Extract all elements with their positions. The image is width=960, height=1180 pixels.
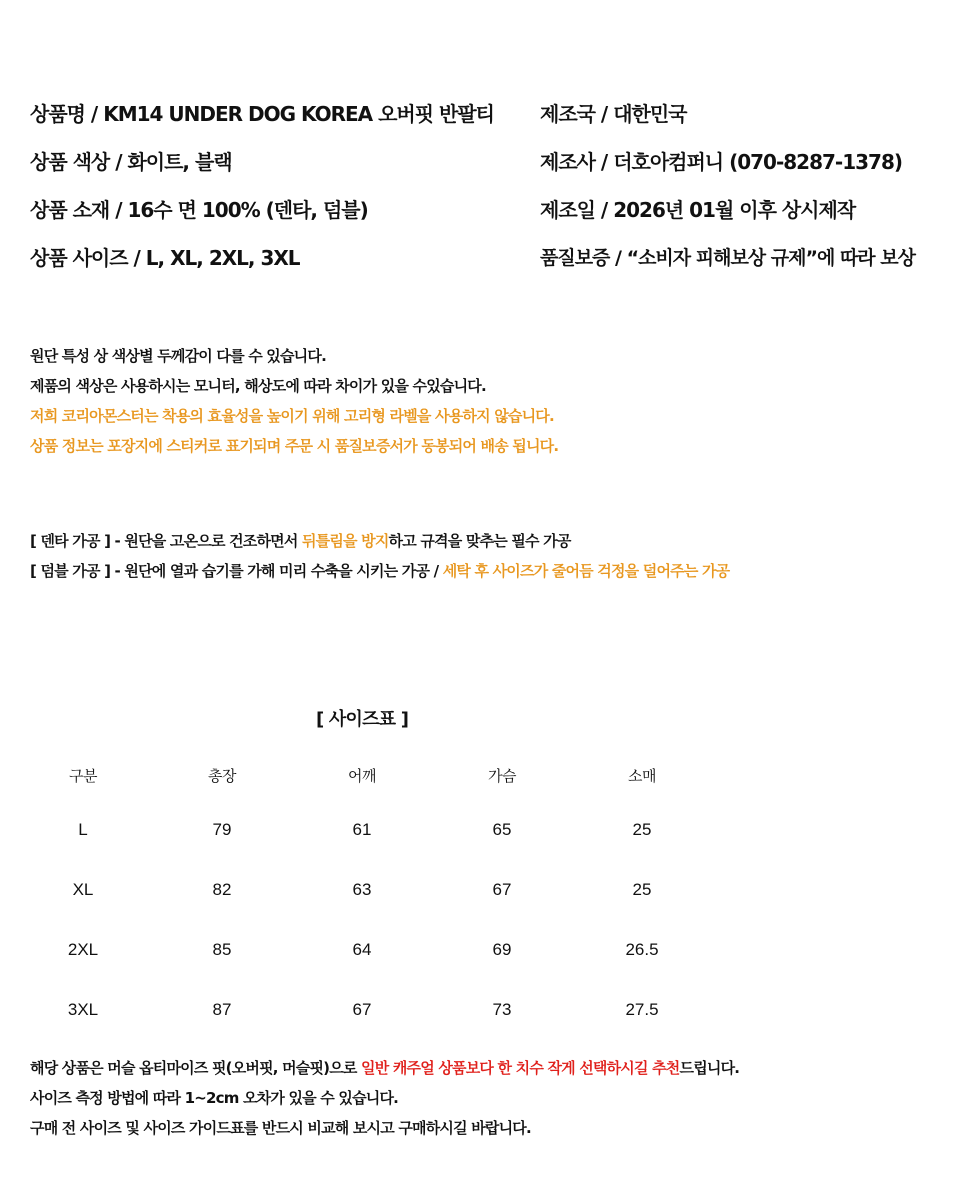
size-label: L (78, 820, 88, 839)
product-color: 상품 색상 / 화이트, 블랙 (30, 150, 232, 174)
tumble-prefix: [ 덤블 가공 ] - 원단에 열과 습기를 가해 미리 수축을 시키는 가공 / (30, 562, 443, 580)
length-value: 85 (212, 940, 232, 959)
chest-value: 69 (492, 940, 512, 959)
sleeve-value: 25 (632, 820, 652, 839)
compare-advice: 구매 전 사이즈 및 사이즈 가이드표를 반드시 비교해 보시고 구매하시길 바랍니다. (30, 1119, 531, 1137)
shoulder-value: 61 (352, 820, 372, 839)
note-thickness: 원단 특성 상 색상별 두께감이 다를 수 있습니다. (30, 347, 326, 365)
chest-value: 67 (492, 880, 512, 899)
sleeve-value: 26.5 (625, 940, 659, 959)
chest-value: 65 (492, 820, 512, 839)
product-name: 상품명 / KM14 UNDER DOG KOREA 오버핏 반팔티 (30, 102, 494, 126)
size-label: 2XL (67, 940, 99, 959)
manufacture-country: 제조국 / 대한민국 (540, 102, 687, 126)
size-label: 3XL (67, 1000, 99, 1019)
size-table-title: [ 사이즈표 ] (316, 709, 409, 730)
note-color-difference: 제품의 색상은 사용하시는 모니터, 해상도에 따라 차이가 있을 수있습니다. (30, 377, 486, 395)
sleeve-value: 27.5 (625, 1000, 659, 1019)
manufacturer: 제조사 / 더호아컴퍼니 (070-8287-1378) (540, 150, 903, 174)
fit-highlight: 일반 캐주얼 상품보다 한 치수 작게 선택하시길 추천 (361, 1059, 680, 1077)
denta-processing (30, 531, 571, 551)
chest-value: 73 (492, 1000, 512, 1019)
denta-suffix: 하고 규격을 맞추는 필수 가공 (388, 532, 571, 550)
length-value: 79 (212, 820, 232, 839)
header-chest: 가슴 (488, 767, 516, 785)
manufacture-date: 제조일 / 2026년 01월 이후 상시제작 (540, 198, 856, 222)
header-division: 구분 (69, 767, 97, 785)
quality-guarantee: 품질보증 / “소비자 피해보상 규제”에 따라 보상 (540, 247, 915, 269)
product-material: 상품 소재 / 16수 면 100% (덴타, 덤블) (30, 198, 368, 222)
shoulder-value: 63 (352, 880, 372, 899)
denta-prefix: [ 덴타 가공 ] - 원단을 고온으로 건조하면서 (30, 532, 302, 550)
note-label: 저희 코리아몬스터는 착용의 효율성을 높이기 위해 고리형 라벨을 사용하지 않습니다. (30, 407, 554, 425)
tumble-highlight: 세탁 후 사이즈가 줄어듬 걱정을 덜어주는 가공 (442, 562, 730, 580)
product-sizes: 상품 사이즈 / L, XL, 2XL, 3XL (30, 246, 300, 270)
length-value: 87 (212, 1000, 232, 1019)
header-sleeve: 소매 (628, 767, 656, 785)
header-shoulder: 어깨 (348, 767, 376, 785)
shoulder-value: 67 (352, 1000, 372, 1019)
fit-prefix: 해당 상품은 머슬 옵티마이즈 핏(오버핏, 머슬핏)으로 (30, 1059, 362, 1077)
fit-suffix: 드립니다. (679, 1059, 740, 1077)
fit-recommendation (30, 1058, 739, 1078)
measurement-tolerance: 사이즈 측정 방법에 따라 1~2cm 오차가 있을 수 있습니다. (30, 1089, 399, 1107)
header-length: 총장 (208, 767, 236, 785)
tumble-processing (30, 561, 729, 581)
size-label: XL (72, 880, 94, 899)
shoulder-value: 64 (352, 940, 372, 959)
denta-highlight: 뒤틀림을 방지 (301, 532, 389, 550)
length-value: 82 (212, 880, 232, 899)
sleeve-value: 25 (632, 880, 652, 899)
note-packaging: 상품 정보는 포장지에 스티커로 표기되며 주문 시 품질보증서가 동봉되어 배송 됩니다. (30, 437, 559, 455)
